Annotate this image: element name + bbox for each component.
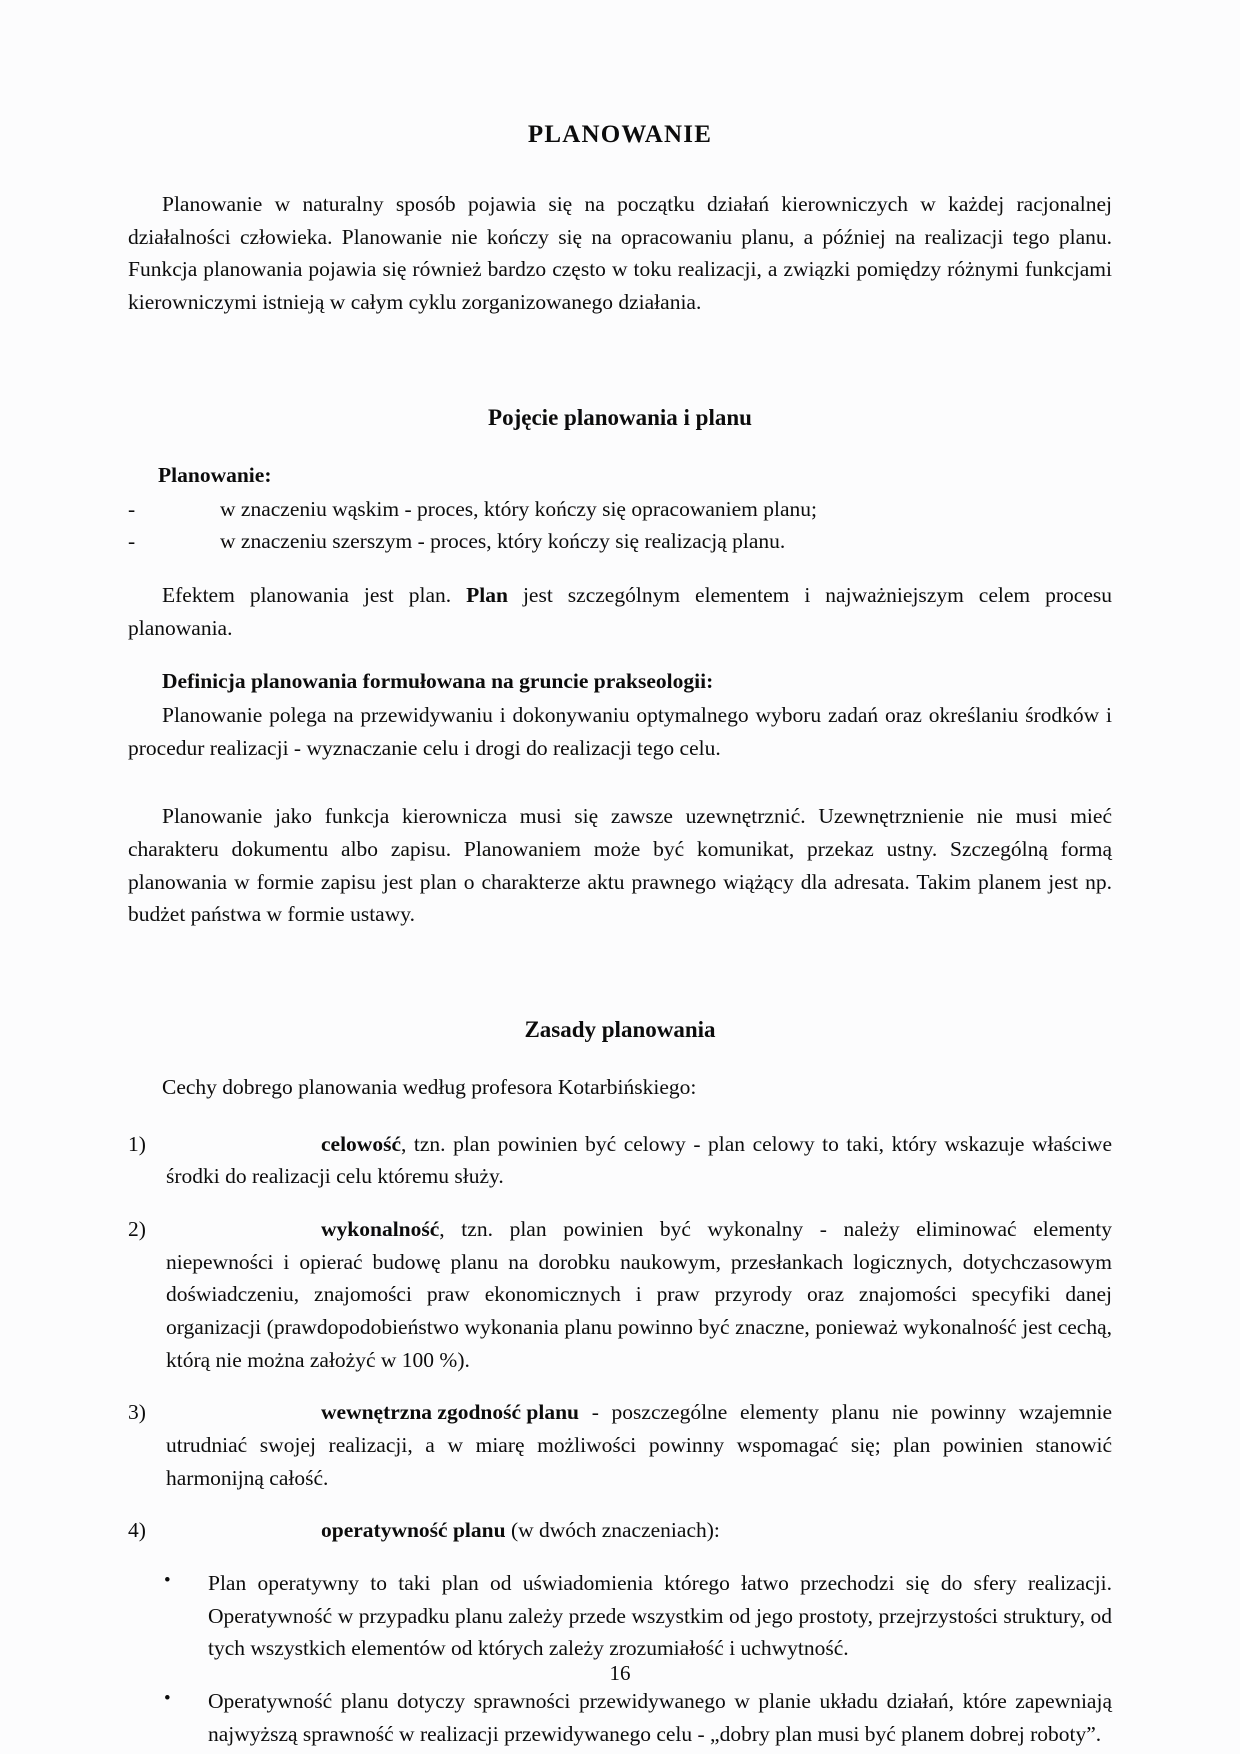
effect-paragraph xyxy=(128,579,1112,644)
list-item-term: operatywność planu xyxy=(321,1518,506,1543)
list-item-text: - poszczególne elementy planu nie powinny wzajemnie utrudniać swojej realizacji, a w miarę możliwości powinny wspomagać się; plan powinien stanowić harmonijną całość. xyxy=(166,1400,1112,1490)
list-item-term: celowość xyxy=(321,1131,401,1156)
definition-heading: Definicja planowania formułowana na gruncie prakseologii: xyxy=(162,668,714,693)
list-item xyxy=(128,493,1112,525)
list-marker: 1) xyxy=(128,1131,146,1156)
list-item-text: , tzn. plan powinien być wykonalny - należy eliminować elementy niepewności i opierać budowę planu na dorobku naukowym, przesłankach logicznych, dotychczasowym doświadczeniu, znajomości praw ekonomicznych i praw przyrody oraz znajomości specyfiki danej organizacji (prawdopodobieństwo wykonania planu powinno być znaczne, ponieważ wykonalność jest cechą, którą nie można założyć w 100 %). xyxy=(166,1216,1112,1372)
intro-paragraph: Planowanie w naturalny sposób pojawia się na początku działań kierowniczych w każdej racjonalnej działalności człowieka. Planowanie nie kończy się na opracowaniu planu, a później na realizacji tego planu. Funkcja planowania pojawia się również bardzo często w toku realizacji, a związki pomiędzy różnymi funkcjami kierowniczymi istnieją w całym cyklu zorganizowanego działania. xyxy=(128,192,1112,315)
section-heading-zasady: Zasady planowania xyxy=(524,1016,716,1042)
list-item xyxy=(128,1396,1112,1494)
bullet-item-text: Operatywność planu dotyczy sprawności przewidywanego w planie układu działań, które zapewniają najwyższą sprawność w realizacji przewidywanego celu - „dobry plan musi być planem dobrej roboty”. xyxy=(208,1688,1112,1746)
list-item xyxy=(128,1567,1112,1665)
zasady-lead-paragraph: Cechy dobrego planowania według profesora Kotarbińskiego: xyxy=(162,1074,697,1099)
page-number: 16 xyxy=(609,1661,631,1685)
externalization-paragraph: Planowanie jako funkcja kierownicza musi się zawsze uzewnętrznić. Uzewnętrznienie nie musi mieć charakteru dokumentu albo zapisu. Planowaniem może być komunikat, przekaz ustny. Szczególną formą planowania w formie zapisu jest plan o charakterze aktu prawnego wiążący dla adresata. Takim planem jest np. budżet państwa w formie ustawy. xyxy=(128,804,1112,927)
list-item-term: wykonalność xyxy=(321,1216,440,1241)
page-title: PLANOWANIE xyxy=(527,121,713,148)
list-item xyxy=(128,1685,1112,1750)
dash-list xyxy=(128,493,1112,558)
dash-marker: - xyxy=(128,529,136,554)
effect-text-bold: Plan xyxy=(466,583,508,608)
list-marker: 4) xyxy=(128,1518,146,1543)
spacer xyxy=(128,784,1112,800)
spacer xyxy=(128,339,1112,369)
numbered-list xyxy=(128,1128,1112,1547)
effect-text-after: jest szczególnym elementem i najważniejszym celem procesu planowania. xyxy=(128,583,1112,640)
subheading-planowanie: Planowanie: xyxy=(158,462,272,487)
spacer xyxy=(128,951,1112,981)
bullet-list xyxy=(128,1567,1112,1750)
list-item-text: (w dwóch znaczeniach): xyxy=(505,1518,720,1543)
dash-marker: - xyxy=(128,496,136,521)
effect-text-before: Efektem planowania jest plan. xyxy=(162,583,467,608)
spacer xyxy=(128,1112,1112,1128)
dash-item-text: w znaczeniu szerszym - proces, który kończy się realizacją planu. xyxy=(220,529,786,554)
bullet-item-text: Plan operatywny to taki plan od uświadomienia którego łatwo przechodzi się do sfery realizacji. Operatywność w przypadku planu zależy przede wszystkim od jego prostoty, przejrzystości struktury, od tych wszystkich elementów od których zależy zrozumiałość i uchwytność. xyxy=(208,1570,1112,1661)
list-item xyxy=(128,1514,1112,1547)
definition-paragraph xyxy=(128,699,1112,764)
bullet-marker: • xyxy=(164,1687,171,1709)
list-item xyxy=(128,1128,1112,1193)
section-heading-pojecie: Pojęcie planowania i planu xyxy=(488,404,752,430)
list-item-content xyxy=(166,1213,1112,1376)
list-marker: 2) xyxy=(128,1216,146,1241)
list-item-text: , tzn. plan powinien być celowy - plan celowy to taki, który wskazuje właściwe środki do realizacji celu któremu służy. xyxy=(166,1131,1112,1189)
dash-item-text: w znaczeniu wąskim - proces, który kończy się opracowaniem planu; xyxy=(220,496,818,521)
bullet-marker: • xyxy=(164,1569,171,1591)
list-item-content xyxy=(166,1514,1112,1547)
list-item xyxy=(128,1213,1112,1376)
list-item-content xyxy=(166,1128,1112,1193)
list-marker: 3) xyxy=(128,1400,146,1425)
list-item-content xyxy=(166,1396,1112,1494)
definition-text: Planowanie polega na przewidywaniu i dokonywaniu optymalnego wyboru zadań oraz określaniu środków i procedur realizacji - wyznaczanie celu i drogi do realizacji tego celu. xyxy=(128,702,1112,760)
list-item-term: wewnętrzna zgodność planu xyxy=(321,1400,580,1425)
list-item xyxy=(128,525,1112,557)
